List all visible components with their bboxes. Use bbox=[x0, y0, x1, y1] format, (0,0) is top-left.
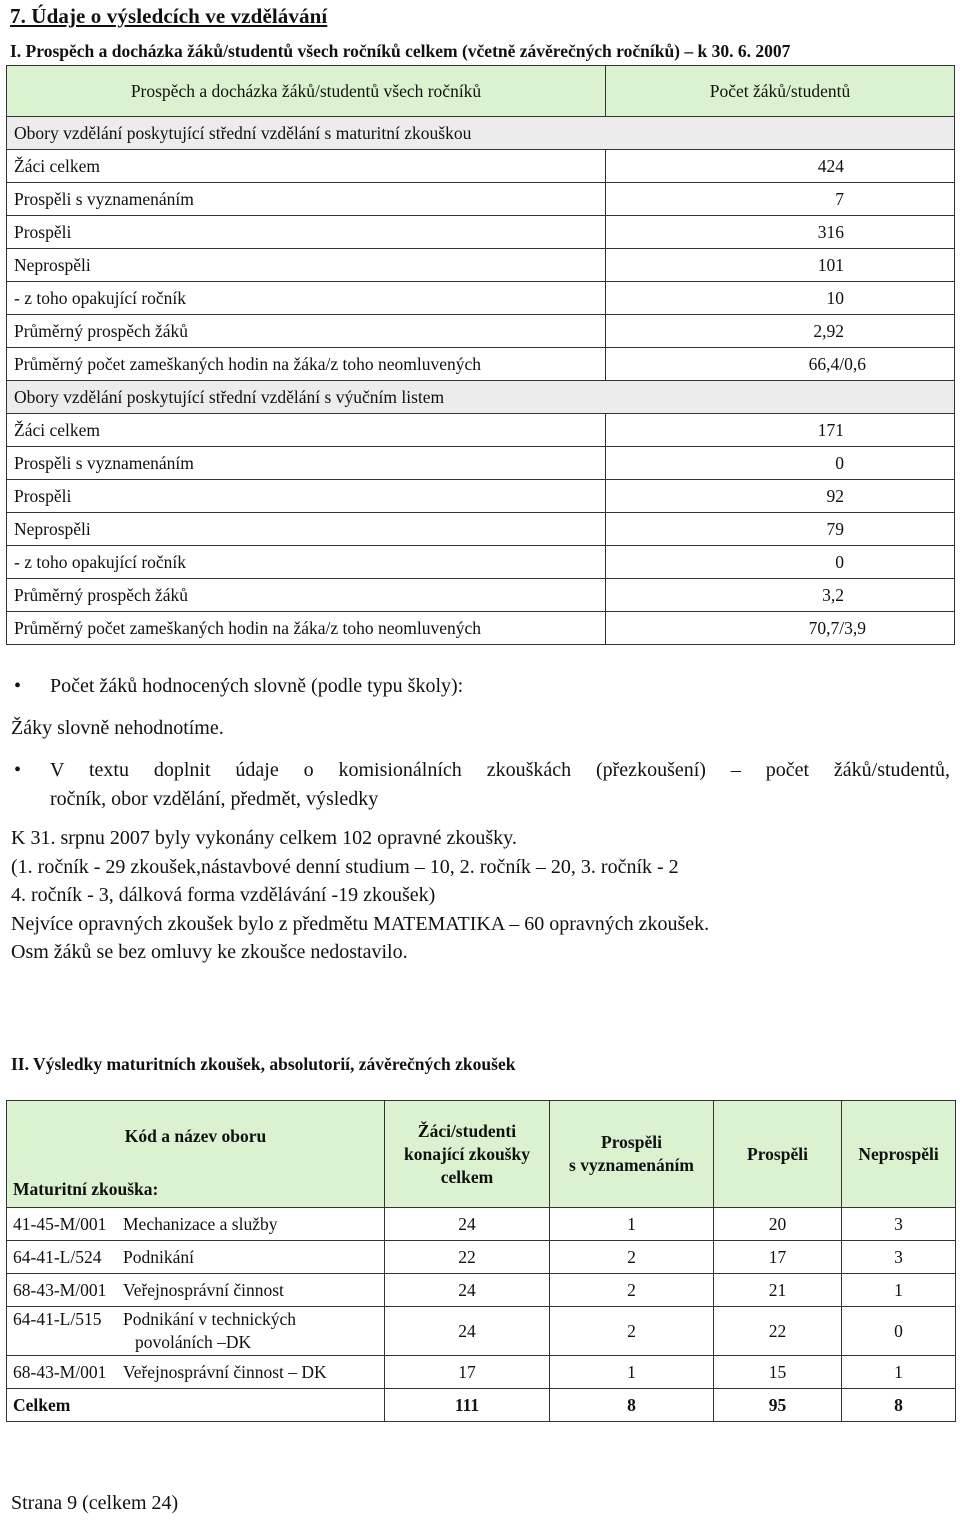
table-row bbox=[7, 348, 955, 381]
row-label: Prospěli s vyznamenáním bbox=[7, 447, 606, 480]
header-right: Počet žáků/studentů bbox=[606, 66, 955, 117]
part2-title: II. Výsledky maturitních zkoušek, absolutorií, závěrečných zkoušek bbox=[11, 1054, 516, 1074]
row-label: Průměrný prospěch žáků bbox=[7, 579, 606, 612]
exam-results-table bbox=[6, 1100, 956, 1422]
row-label: - z toho opakující ročník bbox=[7, 282, 606, 315]
section-title: 7. Údaje o výsledcích ve vzdělávání bbox=[10, 4, 328, 28]
row-value: 10 bbox=[606, 282, 955, 315]
row-value: 2,92 bbox=[606, 315, 955, 348]
bullet-icon: • bbox=[14, 675, 22, 697]
group-title: Obory vzdělání poskytující střední vzdělání s výučním listem bbox=[7, 381, 606, 414]
total-passed: 95 bbox=[714, 1389, 842, 1422]
row-value: 79 bbox=[606, 513, 955, 546]
cell-total: 22 bbox=[385, 1241, 550, 1274]
total-total: 111 bbox=[385, 1389, 550, 1422]
row-label: Prospěli s vyznamenáním bbox=[7, 183, 606, 216]
header-total: Žáci/studenti konající zkoušky celkem bbox=[385, 1101, 550, 1208]
header-honors: Prospěli s vyznamenáním bbox=[550, 1101, 714, 1208]
exam-type-label: Maturitní zkouška: bbox=[7, 1171, 385, 1208]
bullet-text: Počet žáků hodnocených slovně (podle typu školy): bbox=[50, 675, 464, 697]
row-label: Prospěli bbox=[7, 480, 606, 513]
total-failed: 8 bbox=[842, 1389, 956, 1422]
row-value: 316 bbox=[606, 216, 955, 249]
bullet-text-line2: ročník, obor vzdělání, předmět, výsledky bbox=[50, 788, 379, 810]
row-value: 66,4/0,6 bbox=[606, 348, 955, 381]
cell-failed: 1 bbox=[842, 1356, 956, 1389]
row-value: 7 bbox=[606, 183, 955, 216]
field-name: Podnikání bbox=[123, 1246, 194, 1267]
cell-total: 17 bbox=[385, 1356, 550, 1389]
row-value: 92 bbox=[606, 480, 955, 513]
table-header-row bbox=[7, 1101, 956, 1172]
page-footer: Strana 9 (celkem 24) bbox=[11, 1492, 179, 1514]
table-row bbox=[7, 414, 955, 447]
total-row bbox=[7, 1389, 956, 1422]
table-row bbox=[7, 513, 955, 546]
cell-passed: 17 bbox=[714, 1241, 842, 1274]
field-name-line2: povoláních –DK bbox=[135, 1332, 252, 1352]
cell-honors: 2 bbox=[550, 1307, 714, 1356]
field-name: Podnikání v technických bbox=[123, 1309, 297, 1329]
header-left: Prospěch a docházka žáků/studentů všech ročníků bbox=[7, 66, 606, 117]
field-name: Mechanizace a služby bbox=[123, 1213, 278, 1234]
total-label: Celkem bbox=[7, 1389, 385, 1422]
row-label: Neprospěli bbox=[7, 513, 606, 546]
cell-total: 24 bbox=[385, 1208, 550, 1241]
bullet-text-line1: V textu doplnit údaje o komisionálních zkouškách (přezkoušení) – počet žáků/studentů, bbox=[50, 759, 950, 781]
row-value: 424 bbox=[606, 150, 955, 183]
paragraph-line: (1. ročník - 29 zkoušek,nástavbové denní studium – 10, 2. ročník – 20, 3. ročník - 2 bbox=[11, 856, 679, 878]
bullet-icon: • bbox=[14, 759, 22, 781]
table-row bbox=[7, 447, 955, 480]
part1-title: I. Prospěch a docházka žáků/studentů všech ročníků celkem (včetně závěrečných ročníků) – k 30. 6. 2007 bbox=[10, 41, 791, 61]
cell-passed: 15 bbox=[714, 1356, 842, 1389]
field-code: 64-41-L/524 bbox=[13, 1246, 102, 1267]
row-label: Žáci celkem bbox=[7, 150, 606, 183]
table-row bbox=[7, 1241, 956, 1274]
paragraph-line: Osm žáků se bez omluvy ke zkoušce nedostavilo. bbox=[11, 941, 408, 963]
paragraph-line: Nejvíce opravných zkoušek bylo z předmětu MATEMATIKA – 60 opravných zkoušek. bbox=[11, 913, 710, 935]
row-label: - z toho opakující ročník bbox=[7, 546, 606, 579]
group-row bbox=[7, 381, 955, 414]
row-value: 0 bbox=[606, 546, 955, 579]
table-row bbox=[7, 1307, 956, 1356]
table-row bbox=[7, 480, 955, 513]
row-label: Prospěli bbox=[7, 216, 606, 249]
table-row bbox=[7, 546, 955, 579]
cell-failed: 1 bbox=[842, 1274, 956, 1307]
group-title: Obory vzdělání poskytující střední vzdělání s maturitní zkouškou bbox=[7, 117, 606, 150]
row-label: Průměrný počet zameškaných hodin na žáka/z toho neomluvených bbox=[7, 612, 606, 645]
table-row bbox=[7, 1274, 956, 1307]
paragraph-line: K 31. srpnu 2007 byly vykonány celkem 102 opravné zkoušky. bbox=[11, 827, 517, 849]
table-row bbox=[7, 1208, 956, 1241]
cell-honors: 1 bbox=[550, 1208, 714, 1241]
cell-passed: 21 bbox=[714, 1274, 842, 1307]
field-code: 68-43-M/001 bbox=[13, 1361, 107, 1382]
table-row bbox=[7, 183, 955, 216]
row-value: 70,7/3,9 bbox=[606, 612, 955, 645]
row-label: Průměrný počet zameškaných hodin na žáka/z toho neomluvených bbox=[7, 348, 606, 381]
table-row bbox=[7, 579, 955, 612]
row-label: Neprospěli bbox=[7, 249, 606, 282]
row-label: Průměrný prospěch žáků bbox=[7, 315, 606, 348]
field-name: Veřejnosprávní činnost – DK bbox=[123, 1361, 327, 1382]
row-value: 171 bbox=[606, 414, 955, 447]
header-failed: Neprospěli bbox=[842, 1101, 956, 1208]
cell-honors: 2 bbox=[550, 1274, 714, 1307]
cell-total: 24 bbox=[385, 1307, 550, 1356]
table-row bbox=[7, 216, 955, 249]
field-code: 68-43-M/001 bbox=[13, 1279, 107, 1300]
cell-failed: 3 bbox=[842, 1241, 956, 1274]
cell-passed: 22 bbox=[714, 1307, 842, 1356]
cell-total: 24 bbox=[385, 1274, 550, 1307]
row-label: Žáci celkem bbox=[7, 414, 606, 447]
field-name: Veřejnosprávní činnost bbox=[123, 1279, 284, 1300]
table-header-row bbox=[7, 66, 955, 117]
table-row bbox=[7, 282, 955, 315]
header-passed: Prospěli bbox=[714, 1101, 842, 1208]
cell-passed: 20 bbox=[714, 1208, 842, 1241]
paragraph-line: 4. ročník - 3, dálková forma vzdělávání -19 zkoušek) bbox=[11, 884, 436, 906]
cell-failed: 3 bbox=[842, 1208, 956, 1241]
cell-honors: 1 bbox=[550, 1356, 714, 1389]
table-row bbox=[7, 612, 955, 645]
row-value: 101 bbox=[606, 249, 955, 282]
bullet-note: Žáky slovně nehodnotíme. bbox=[11, 717, 224, 739]
table-row bbox=[7, 315, 955, 348]
field-code: 41-45-M/001 bbox=[13, 1213, 107, 1234]
row-value: 3,2 bbox=[606, 579, 955, 612]
header-code-name: Kód a název oboru bbox=[7, 1101, 385, 1172]
group-row bbox=[7, 117, 955, 150]
cell-failed: 0 bbox=[842, 1307, 956, 1356]
cell-honors: 2 bbox=[550, 1241, 714, 1274]
field-code: 64-41-L/515 bbox=[13, 1309, 102, 1329]
table-row bbox=[7, 249, 955, 282]
table-row bbox=[7, 1356, 956, 1389]
attendance-table bbox=[6, 65, 955, 645]
total-honors: 8 bbox=[550, 1389, 714, 1422]
row-value: 0 bbox=[606, 447, 955, 480]
table-row bbox=[7, 150, 955, 183]
